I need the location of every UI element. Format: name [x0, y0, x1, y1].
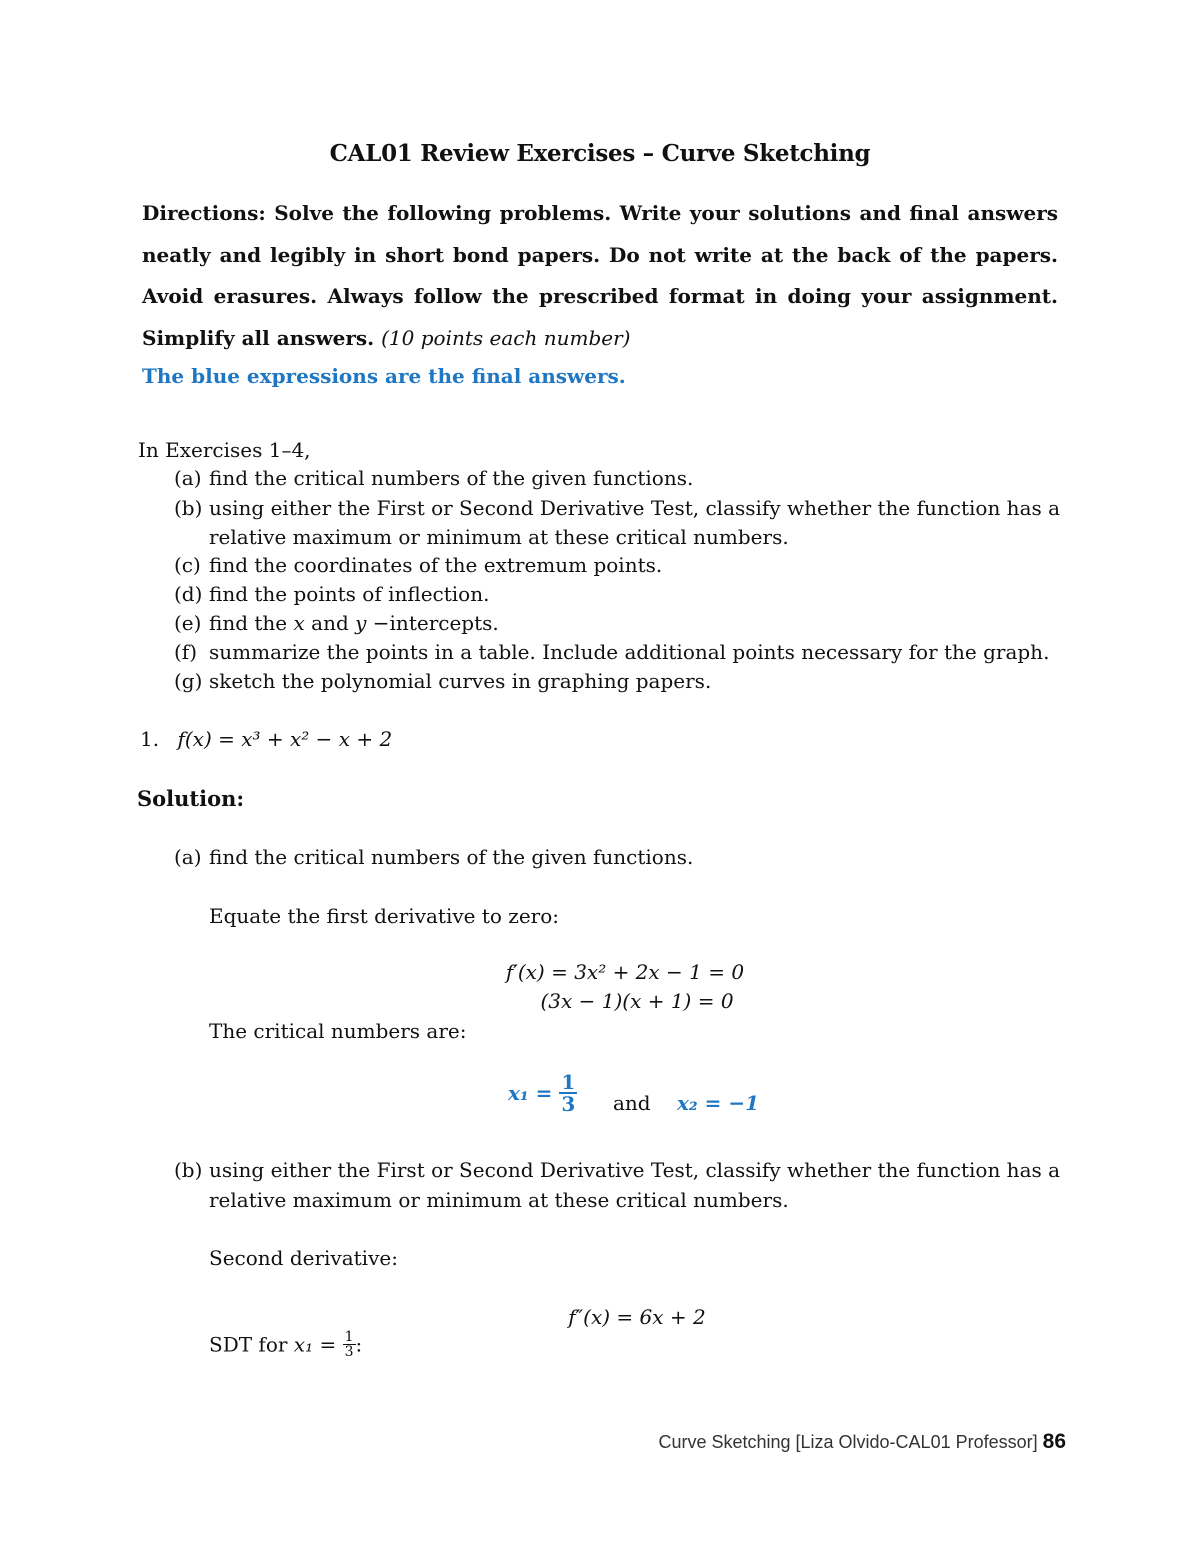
task-label: (d) — [174, 582, 203, 606]
sdt-fraction — [343, 1330, 356, 1359]
part-text-cont: relative maximum or minimum at these critical numbers. — [209, 1188, 789, 1212]
task-text: using either the First or Second Derivative Test, classify whether the function has a — [209, 496, 1061, 520]
part-label: (a) — [174, 845, 202, 869]
task-label: (c) — [174, 553, 201, 577]
sdt-label: SDT for — [209, 1332, 288, 1357]
x1-denominator: 3 — [561, 1092, 576, 1116]
equation-factored: (3x − 1)(x + 1) = 0 — [540, 989, 734, 1013]
task-label: (g) — [174, 669, 203, 693]
task-text: find the points of inflection. — [209, 582, 490, 606]
task-label: (e) — [174, 611, 202, 635]
problem-1 — [140, 727, 392, 751]
sdt-colon: : — [355, 1332, 363, 1357]
exercises-intro: In Exercises 1–4, — [138, 438, 311, 462]
part-text: using either the First or Second Derivative Test, classify whether the function has a — [209, 1158, 1061, 1182]
equation-second-derivative: f″(x) = 6x + 2 — [568, 1305, 706, 1329]
document-title: CAL01 Review Exercises – Curve Sketching — [329, 140, 871, 167]
problem-number: 1. — [140, 727, 160, 751]
page-footer — [658, 1430, 1066, 1454]
task-text-part: and — [311, 611, 349, 635]
task-text-cont: relative maximum or minimum at these critical numbers. — [209, 525, 789, 549]
footer-text: Curve Sketching [Liza Olvido-CAL01 Professor] — [658, 1432, 1038, 1452]
task-label: (f) — [174, 640, 198, 664]
final-answer-note: The blue expressions are the final answers. — [142, 364, 626, 388]
points-note: (10 points each number) — [381, 325, 631, 350]
critical-number-2: x₂ = −1 — [677, 1091, 760, 1115]
sdt-var: x₁ = — [293, 1332, 337, 1357]
task-label: (a) — [174, 466, 202, 490]
x1-numerator: 1 — [561, 1070, 576, 1094]
step-second-derivative: Second derivative: — [209, 1246, 398, 1270]
step-critical-numbers: The critical numbers are: — [209, 1019, 467, 1043]
solution-heading: Solution: — [137, 786, 245, 811]
x1-label: x₁ = — [508, 1081, 553, 1105]
task-text-part: find the — [209, 611, 288, 635]
critical-number-1 — [508, 1072, 577, 1114]
problem-equation: f(x) = x³ + x² − x + 2 — [177, 727, 393, 751]
task-text: sketch the polynomial curves in graphing papers. — [209, 669, 712, 693]
step-equate: Equate the first derivative to zero: — [209, 904, 559, 928]
var-y: y — [355, 611, 367, 635]
task-text: find the coordinates of the extremum points. — [209, 553, 663, 577]
page-number: 86 — [1042, 1430, 1066, 1453]
var-x: x — [293, 611, 305, 635]
sdt-denominator: 3 — [344, 1344, 354, 1360]
part-label: (b) — [174, 1158, 203, 1182]
sdt-line — [209, 1330, 362, 1359]
task-label: (b) — [174, 496, 203, 520]
directions-paragraph — [142, 193, 1058, 359]
task-text-part: −intercepts. — [372, 611, 499, 635]
and-word: and — [613, 1091, 651, 1115]
part-text: find the critical numbers of the given functions. — [209, 845, 694, 869]
directions-text: Directions: Solve the following problems. Write your solutions and final answers neatly and legibly in short bond papers. Do not write at the back of the papers. Avoid erasures. Always follow the prescribed format in doing your assignment. Simplify all answers. — [142, 201, 1058, 350]
equation-first-derivative: f′(x) = 3x² + 2x − 1 = 0 — [505, 960, 745, 984]
sdt-numerator: 1 — [344, 1329, 354, 1345]
task-text: summarize the points in a table. Include additional points necessary for the graph. — [209, 640, 1050, 664]
task-text: find the critical numbers of the given functions. — [209, 466, 694, 490]
task-text — [209, 611, 499, 635]
x1-fraction — [559, 1072, 577, 1114]
